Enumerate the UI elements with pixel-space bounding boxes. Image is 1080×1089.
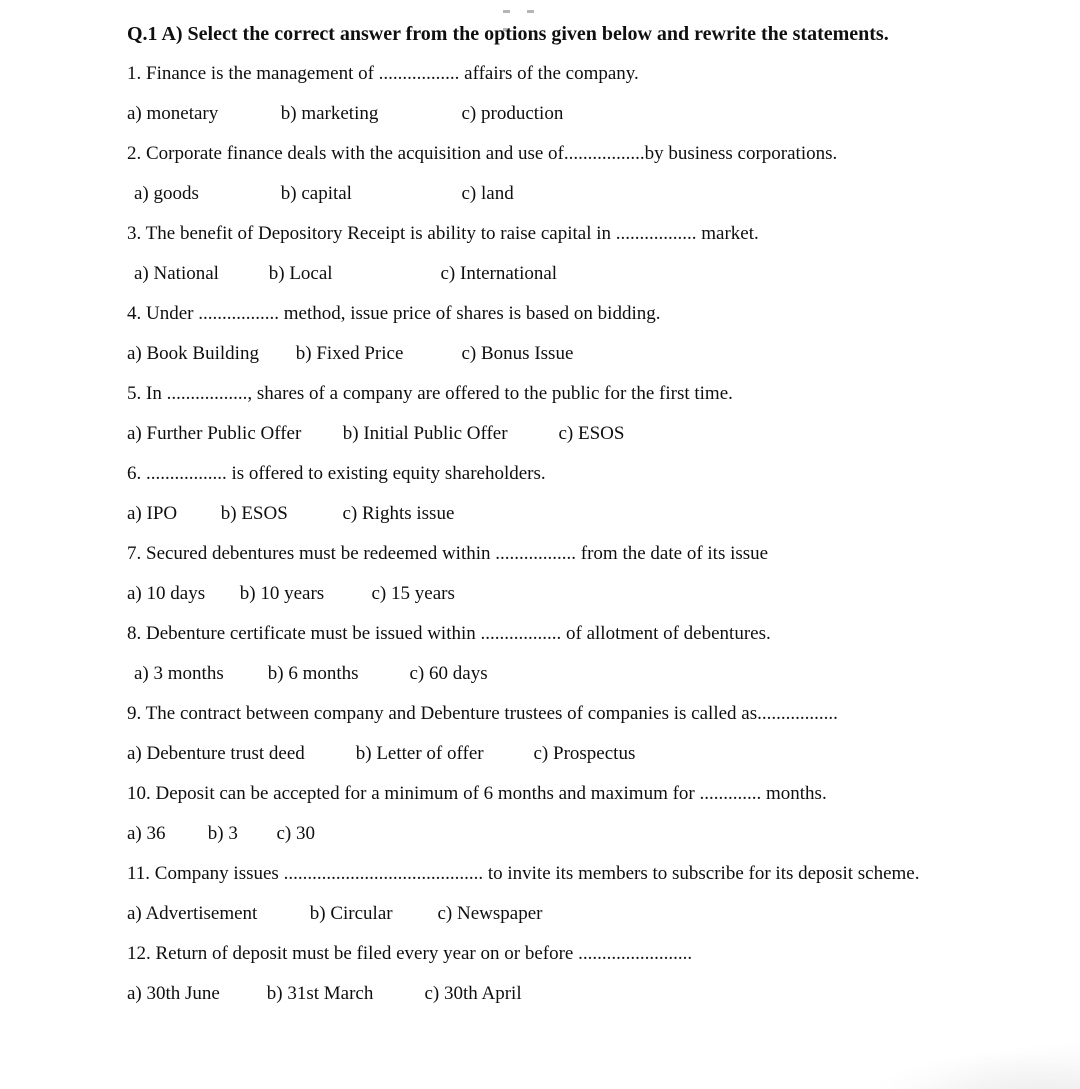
option-a: a) Debenture trust deed [127, 743, 305, 764]
question-options [127, 581, 949, 607]
question-options [127, 661, 949, 687]
option-c: c) 30th April [424, 983, 522, 1004]
question-text: 3. The benefit of Depository Receipt is ability to raise capital in ................. market. [127, 223, 759, 244]
option-b: b) Initial Public Offer [342, 423, 508, 444]
question-text: 4. Under ................. method, issue price of shares is based on bidding. [127, 303, 661, 324]
option-a: a) goods [134, 183, 199, 204]
question-text: 8. Debenture certificate must be issued within ................. of allotment of debentures. [127, 623, 771, 644]
question-8 [127, 621, 949, 687]
section-title: Q.1 A) Select the correct answer from the options given below and rewrite the statements. [127, 23, 889, 45]
question-12 [127, 941, 949, 1007]
question-4 [127, 301, 949, 367]
option-a: a) 3 months [134, 663, 224, 684]
question-7 [127, 541, 949, 607]
option-c: c) International [440, 263, 558, 284]
question-9 [127, 701, 949, 767]
option-a: a) IPO [127, 503, 178, 524]
option-b: b) Local [268, 263, 333, 284]
option-a: a) Further Public Offer [127, 423, 302, 444]
question-options [127, 421, 949, 447]
question-text: 5. In ................., shares of a company are offered to the public for the first time. [127, 383, 733, 404]
question-2 [127, 141, 949, 207]
question-3 [127, 221, 949, 287]
option-b: b) 10 years [239, 583, 325, 604]
option-a: a) Book Building [127, 343, 259, 364]
option-c: c) production [461, 103, 564, 124]
option-a: a) monetary [127, 103, 219, 124]
option-b: b) 31st March [266, 983, 374, 1004]
option-c: c) 15 years [371, 583, 455, 604]
question-options [127, 341, 949, 367]
question-1 [127, 61, 949, 127]
option-a: a) 10 days [127, 583, 206, 604]
question-11 [127, 861, 949, 927]
question-options [127, 101, 949, 127]
option-b: b) Fixed Price [295, 343, 404, 364]
option-a: a) 36 [127, 823, 166, 844]
option-b: b) Circular [309, 903, 393, 924]
option-c: c) Newspaper [437, 903, 543, 924]
clipped-text-remnant [503, 0, 573, 3]
question-5 [127, 381, 949, 447]
question-10 [127, 781, 949, 847]
question-options [127, 981, 949, 1007]
option-b: b) capital [280, 183, 352, 204]
question-paper-body [127, 21, 949, 1021]
question-options [127, 901, 949, 927]
option-b: b) Letter of offer [355, 743, 484, 764]
option-c: c) Bonus Issue [461, 343, 574, 364]
question-options [127, 741, 949, 767]
question-options [127, 821, 949, 847]
question-text: 6. ................. is offered to existing equity shareholders. [127, 463, 546, 484]
question-6 [127, 461, 949, 527]
question-text: 7. Secured debentures must be redeemed within ................. from the date of its issue [127, 543, 769, 564]
question-text: 11. Company issues .......................................... to invite its members to subscribe for its deposit scheme. [127, 863, 920, 884]
question-text: 9. The contract between company and Debenture trustees of companies is called as................. [127, 703, 838, 724]
question-text: 1. Finance is the management of ................. affairs of the company. [127, 63, 639, 84]
option-c: c) land [461, 183, 514, 204]
question-text: 2. Corporate finance deals with the acquisition and use of.................by business corporations. [127, 143, 838, 164]
option-a: a) Advertisement [127, 903, 258, 924]
option-c: c) Rights issue [342, 503, 455, 524]
question-options [127, 181, 949, 207]
question-options [127, 501, 949, 527]
option-c: c) Prospectus [533, 743, 636, 764]
option-b: b) 6 months [267, 663, 359, 684]
option-a: a) 30th June [127, 983, 220, 1004]
option-b: b) 3 [207, 823, 238, 844]
option-c: c) 60 days [409, 663, 488, 684]
option-a: a) National [134, 263, 219, 284]
option-c: c) 30 [276, 823, 316, 844]
option-c: c) ESOS [558, 423, 625, 444]
question-options [127, 261, 949, 287]
question-text: 10. Deposit can be accepted for a minimum of 6 months and maximum for ............. months. [127, 783, 827, 804]
option-b: b) marketing [280, 103, 379, 124]
option-b: b) ESOS [220, 503, 288, 524]
question-text: 12. Return of deposit must be filed every year on or before ........................ [127, 943, 693, 964]
